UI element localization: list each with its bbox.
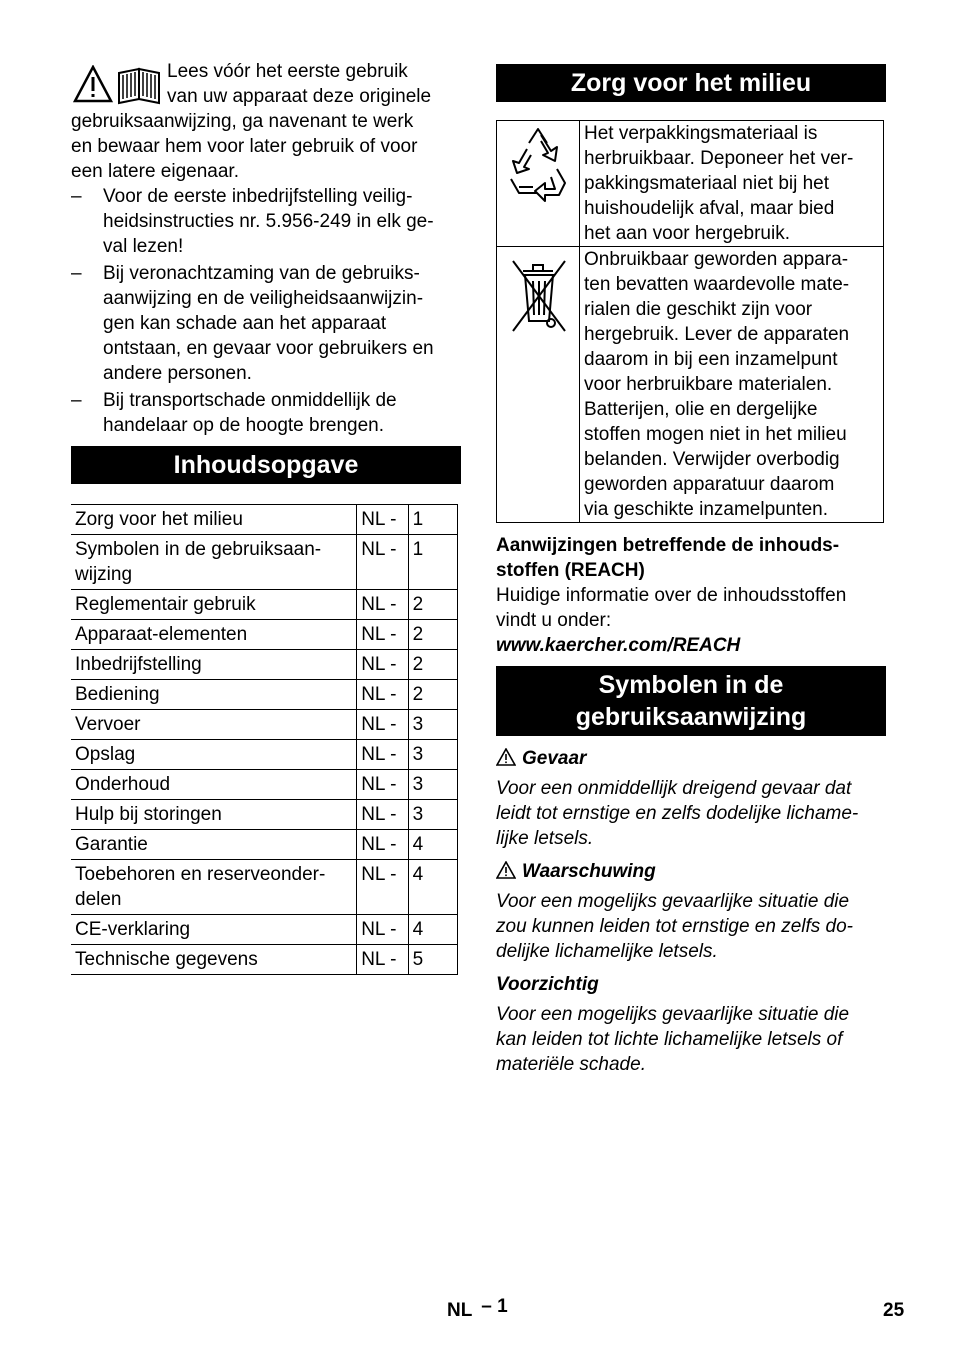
- toc-title-line: Toebehoren en reserveonder-: [75, 864, 326, 885]
- toc-entry-prefix: NL -: [357, 650, 408, 680]
- toc-entry-title: [71, 830, 357, 860]
- text-line: daarom in bij een inzamelpunt: [584, 349, 838, 370]
- footer-section-page: 1: [497, 1296, 508, 1317]
- toc-row: [71, 770, 458, 800]
- toc-entry-title: [71, 680, 357, 710]
- toc-entry-title: [71, 740, 357, 770]
- reach-title-line: stoffen (REACH): [496, 560, 645, 581]
- text-line: Voor een mogelijks gevaarlijke situatie die: [496, 891, 850, 912]
- toc-title-line: Onderhoud: [75, 774, 171, 795]
- toc-entry-page: 2: [408, 620, 457, 650]
- toc-entry-page: 3: [408, 800, 457, 830]
- text-line: delijke lichamelijke letsels.: [496, 941, 718, 962]
- text-line: geworden apparatuur daarom: [584, 474, 835, 495]
- toc-row: [71, 680, 458, 710]
- toc-row: [71, 650, 458, 680]
- toc-entry-page: 5: [408, 945, 457, 975]
- intro-line: gebruiksaanwijzing, ga navenant te werk: [71, 111, 414, 132]
- list-line: andere personen.: [103, 363, 252, 384]
- toc-entry-prefix: NL -: [357, 680, 408, 710]
- toc-row: [71, 505, 458, 535]
- toc-entry-page: 3: [408, 710, 457, 740]
- toc-entry-prefix: NL -: [357, 770, 408, 800]
- text-line: rialen die geschikt zijn voor: [584, 299, 813, 320]
- dash-bullet: –: [71, 263, 82, 284]
- footer-sep: –: [481, 1296, 492, 1317]
- toc-entry-prefix: NL -: [357, 590, 408, 620]
- toc-row: [71, 800, 458, 830]
- caution-text: [496, 1002, 886, 1077]
- text-line: ten bevatten waardevolle mate-: [584, 274, 850, 295]
- text-line: materiële schade.: [496, 1054, 646, 1075]
- toc-entry-title: [71, 710, 357, 740]
- toc-entry-prefix: NL -: [357, 505, 408, 535]
- right-column: [496, 64, 886, 1077]
- dash-bullet: –: [71, 186, 82, 207]
- list-line: Bij veronachtzaming van de gebruiks-: [103, 263, 420, 284]
- toc-entry-title: [71, 800, 357, 830]
- text-line: leidt tot ernstige en zelfs dodelijke lichame-: [496, 803, 859, 824]
- toc-title-line: Garantie: [75, 834, 148, 855]
- text-line: zou kunnen leiden tot ernstige en zelfs do-: [496, 916, 854, 937]
- reach-title-line: Aanwijzingen betreffende de inhouds-: [496, 535, 840, 556]
- symbols-heading: [496, 666, 886, 736]
- environment-table: [496, 120, 884, 523]
- reach-link[interactable]: www.kaercher.com/REACH: [496, 635, 741, 656]
- reach-text-line: vindt u onder:: [496, 610, 612, 631]
- toc-title-line: wijzing: [75, 564, 133, 585]
- toc-entry-title: [71, 590, 357, 620]
- list-line: handelaar op de hoogte brengen.: [103, 415, 385, 436]
- icon-cell: [497, 247, 580, 523]
- intro-block: [71, 59, 461, 184]
- text-line: pakkingsmateriaal niet bij het: [584, 173, 830, 194]
- toc-row: [71, 620, 458, 650]
- toc-title-line: Apparaat-elementen: [75, 624, 248, 645]
- warning-title: [496, 859, 886, 884]
- toc-title-line: CE-verklaring: [75, 919, 191, 940]
- text-line: hergebruik. Lever de apparaten: [584, 324, 850, 345]
- toc-heading: Inhoudsopgave: [71, 446, 461, 484]
- toc-entry-prefix: NL -: [357, 915, 408, 945]
- toc-entry-prefix: NL -: [357, 800, 408, 830]
- toc-title-line: Opslag: [75, 744, 136, 765]
- table-row: [497, 121, 884, 247]
- left-column: [71, 59, 461, 975]
- page-number: 25: [883, 1300, 905, 1321]
- toc-entry-title: [71, 915, 357, 945]
- toc-entry-page: 3: [408, 770, 457, 800]
- toc-title-line: Inbedrijfstelling: [75, 654, 202, 675]
- list-line: gen kan schade aan het apparaat: [103, 313, 387, 334]
- text-line: Batterijen, olie en dergelijke: [584, 399, 818, 420]
- toc-entry-title: [71, 860, 357, 915]
- caution-title: Voorzichtig: [496, 974, 599, 995]
- toc-row: [71, 915, 458, 945]
- text-line: het aan voor hergebruik.: [584, 223, 790, 244]
- toc-row: [71, 860, 458, 915]
- symbols-heading-line: Symbolen in de: [598, 671, 784, 699]
- toc-entry-prefix: NL -: [357, 860, 408, 915]
- list-line: aanwijzing en de veiligheidsaanwijzin-: [103, 288, 424, 309]
- warning-triangle-icon: [496, 748, 516, 766]
- toc-entry-title: [71, 505, 357, 535]
- bin-text: [580, 247, 884, 523]
- toc-entry-prefix: NL -: [357, 740, 408, 770]
- list-line: Voor de eerste inbedrijfstelling veilig-: [103, 186, 413, 207]
- intro-line: Lees vóór het eerste gebruik: [167, 61, 408, 82]
- toc-entry-page: 3: [408, 740, 457, 770]
- warning-triangle-icon: [496, 861, 516, 879]
- toc-entry-title: [71, 620, 357, 650]
- toc-entry-title: [71, 945, 357, 975]
- toc-row: [71, 535, 458, 590]
- toc-entry-page: 2: [408, 650, 457, 680]
- toc-row: [71, 740, 458, 770]
- toc-entry-prefix: NL -: [357, 535, 408, 590]
- warning-text: [496, 889, 886, 964]
- danger-title-text: Gevaar: [522, 748, 587, 769]
- toc-title-line: Vervoer: [75, 714, 141, 735]
- recycle-text: [580, 121, 884, 247]
- text-line: Voor een onmiddellijk dreigend gevaar dat: [496, 778, 852, 799]
- list-item: [71, 388, 461, 438]
- text-line: kan leiden tot lichte lichamelijke letsels of: [496, 1029, 843, 1050]
- text-line: belanden. Verwijder overbodig: [584, 449, 840, 470]
- toc-entry-prefix: NL -: [357, 830, 408, 860]
- toc-entry-page: 4: [408, 830, 457, 860]
- warning-title-text: Waarschuwing: [522, 861, 656, 882]
- toc-entry-title: [71, 650, 357, 680]
- list-item: [71, 184, 461, 259]
- list-line: ontstaan, en gevaar voor gebruikers en: [103, 338, 434, 359]
- intro-line: en bewaar hem voor later gebruik of voor: [71, 136, 418, 157]
- toc-entry-title: [71, 770, 357, 800]
- text-line: Het verpakkingsmateriaal is: [584, 123, 818, 144]
- environment-heading: Zorg voor het milieu: [496, 64, 886, 102]
- toc-entry-prefix: NL -: [357, 945, 408, 975]
- warning-and-manual-icon: [73, 65, 163, 105]
- toc-title-line: Reglementair gebruik: [75, 594, 256, 615]
- list-line: val lezen!: [103, 236, 184, 257]
- toc-row: [71, 830, 458, 860]
- crossed-bin-icon: [497, 247, 579, 337]
- recycle-icon: [497, 121, 579, 221]
- toc-title-line: Technische gegevens: [75, 949, 258, 970]
- toc-entry-prefix: NL -: [357, 710, 408, 740]
- toc-entry-page: 4: [408, 915, 457, 945]
- symbols-heading-line: gebruiksaanwijzing: [575, 703, 807, 731]
- reach-title: [496, 533, 886, 583]
- icon-cell: [497, 121, 580, 247]
- text-line: via geschikte inzamelpunten.: [584, 499, 828, 520]
- toc-title-line: Symbolen in de gebruiksaan-: [75, 539, 322, 560]
- intro-line: van uw apparaat deze originele: [167, 86, 432, 107]
- toc-row: [71, 590, 458, 620]
- dash-bullet: –: [71, 390, 82, 411]
- reach-text: [496, 583, 886, 633]
- list-item: [71, 261, 461, 386]
- list-line: Bij transportschade onmiddellijk de: [103, 390, 397, 411]
- toc-title-line: Hulp bij storingen: [75, 804, 222, 825]
- toc-title-line: delen: [75, 889, 122, 910]
- toc-entry-title: [71, 535, 357, 590]
- footer-section-label: [447, 1298, 508, 1323]
- footer-lang: NL: [447, 1300, 472, 1321]
- text-line: voor herbruikbare materialen.: [584, 374, 833, 395]
- toc-row: [71, 945, 458, 975]
- intro-line: een latere eigenaar.: [71, 161, 239, 182]
- toc-entry-page: 2: [408, 680, 457, 710]
- safety-list: [71, 184, 461, 438]
- danger-title: [496, 746, 886, 771]
- toc-table: [71, 504, 458, 975]
- toc-title-line: Bediening: [75, 684, 160, 705]
- list-line: heidsinstructies nr. 5.956-249 in elk ge-: [103, 211, 434, 232]
- danger-text: [496, 776, 886, 851]
- text-line: stoffen mogen niet in het milieu: [584, 424, 847, 445]
- text-line: huishoudelijk afval, maar bied: [584, 198, 835, 219]
- text-line: Onbruikbaar geworden appara-: [584, 249, 849, 270]
- reach-text-line: Huidige informatie over de inhoudsstoffen: [496, 585, 847, 606]
- toc-entry-prefix: NL -: [357, 620, 408, 650]
- toc-title-line: Zorg voor het milieu: [75, 509, 243, 530]
- toc-entry-page: 2: [408, 590, 457, 620]
- toc-row: [71, 710, 458, 740]
- toc-entry-page: 4: [408, 860, 457, 915]
- table-row: [497, 247, 884, 523]
- toc-entry-page: 1: [408, 505, 457, 535]
- text-line: Voor een mogelijks gevaarlijke situatie die: [496, 1004, 850, 1025]
- toc-entry-page: 1: [408, 535, 457, 590]
- text-line: lijke letsels.: [496, 828, 594, 849]
- text-line: herbruikbaar. Deponeer het ver-: [584, 148, 854, 169]
